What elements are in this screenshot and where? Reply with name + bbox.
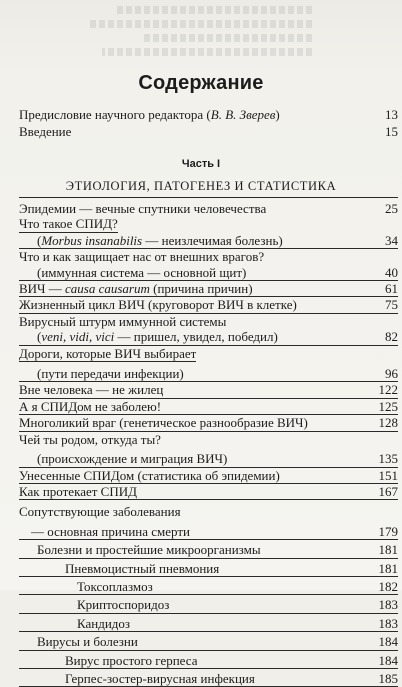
toc-entry [19,382,398,398]
toc-entry [19,399,398,415]
entry-text-tail: — неизлечимая болезнь) [142,232,283,248]
toc-entry [19,504,398,519]
page-number: 13 [385,107,398,122]
toc-entry [19,265,398,281]
toc-entry [19,297,398,313]
page-number: 34 [385,232,398,248]
entry-text: Что и как защищает нас от внешних врагов? [19,249,265,265]
entry-text: (пути передачи инфекции) [37,366,184,382]
entry-text: Чей ты родом, откуда ты? [19,431,161,447]
page-number: 75 [385,297,398,313]
page-number: 183 [378,615,398,631]
page-number: 135 [378,451,398,467]
toc-entry [19,366,398,382]
toc-entry [19,561,398,577]
entry-text: (происхождение и миграция ВИЧ) [37,451,228,467]
entry-text: Криптоспоридоз [77,597,170,613]
part-title: ЭТИОЛОГИЯ, ПАТОГЕНЕЗ И СТАТИСТИКА [65,179,337,193]
entry-text: Что такое СПИД? [19,216,118,232]
page-number: 15 [385,124,398,140]
page-number: 128 [378,415,398,431]
toc-entry-intro [19,124,398,139]
entry-italic: veni, vidi, vici [41,329,115,345]
toc-entry [19,579,398,595]
entry-text: Вне человека — не жилец [19,382,164,398]
entry-text: основная причина смерти [47,523,191,539]
toc-entry: — основная причина смерти 179 [19,524,398,540]
entry-text: Сопутствующие заболевания [19,504,181,520]
entry-text: Пневмоцистный пневмония [65,560,220,576]
page-number: 122 [378,382,398,398]
toc-entry [19,671,398,687]
entry-text: Многоликий враг (генетическое разнообразие ВИЧ) [19,415,308,431]
toc-entry [19,281,398,297]
entry-text-tail: — пришел, увидел, победил) [114,329,278,345]
toc-entry [19,415,398,431]
toc-entry [19,216,398,232]
entry-text: Вирусы и болезни [37,634,138,650]
entry-italic: В. В. Зверев [210,107,276,122]
page-number: 151 [378,467,398,483]
page-number: 125 [378,398,398,414]
toc-entry [19,346,398,362]
page-number: 82 [385,329,398,345]
toc-entry [19,201,398,216]
page-number: 40 [385,264,398,280]
entry-text: Введение [19,124,72,140]
page-number: 61 [385,281,398,297]
toc-entry [19,451,398,467]
toc-entry [19,468,398,484]
entry-text: Жизненный цикл ВИЧ (круговорот ВИЧ в клетке) [19,297,297,313]
entry-text-close: ) [275,107,280,122]
entry-text: Вирусный штурм иммунной системы [19,313,227,329]
toc-entry [19,432,398,447]
toc-title: Содержание [138,72,264,94]
toc-entry-preface [19,107,398,122]
page-number: 96 [385,366,398,382]
entry-text: Предисловие научного редактора ( [19,107,211,122]
page-number: 179 [378,523,398,539]
part-label: Часть I [181,158,221,170]
entry-text: Как протекает СПИД [19,483,137,499]
page-number: 181 [378,542,398,558]
entry-text: Кандидоз [77,615,131,631]
toc-entry [19,484,398,500]
part-1-list [19,201,398,687]
entry-text: (иммунная система — основной щит) [37,264,247,280]
entry-text: Токсоплазмоз [77,578,153,594]
entry-italic: causa causarum [65,281,150,297]
page-number: 181 [378,560,398,576]
entry-text: Герпес-зостер-вирусная инфекция [65,670,255,686]
entry-text: Вирус простого герпеса [65,652,198,668]
page-number: 183 [378,597,398,613]
entry-text: ( [37,329,42,345]
entry-text: ( [37,232,42,248]
toc-entry [19,653,398,669]
toc-entry [19,329,398,345]
bleed-through-text [60,0,340,60]
front-matter-list [19,107,398,140]
toc-entry [19,314,398,329]
page-number: 184 [378,652,398,668]
page-number: 185 [378,670,398,686]
entry-text: А я СПИДом не заболею! [19,398,162,414]
toc-entry [19,249,398,264]
page-number: 25 [385,201,398,216]
toc-entry [19,597,398,613]
entry-text: Эпидемии — вечные спутники человечества [19,201,267,216]
entry-text: Унесенные СПИДом (статистика об эпидемии) [19,467,280,483]
toc-entry [19,542,398,558]
entry-text: Болезни и простейшие микроорганизмы [37,542,261,558]
toc-entry [19,634,398,650]
page-number: 167 [378,483,398,499]
entry-text: Дороги, которые ВИЧ выбирает [19,345,197,361]
part-rule [19,197,398,198]
page-number: 184 [378,634,398,650]
entry-italic: Morbus insanabilis [41,232,143,248]
toc-entry [19,233,398,249]
entry-text-tail: (причина причин) [149,281,253,297]
toc-entry [19,616,398,632]
page-number: 182 [378,578,398,594]
entry-text: ВИЧ — [19,281,66,297]
